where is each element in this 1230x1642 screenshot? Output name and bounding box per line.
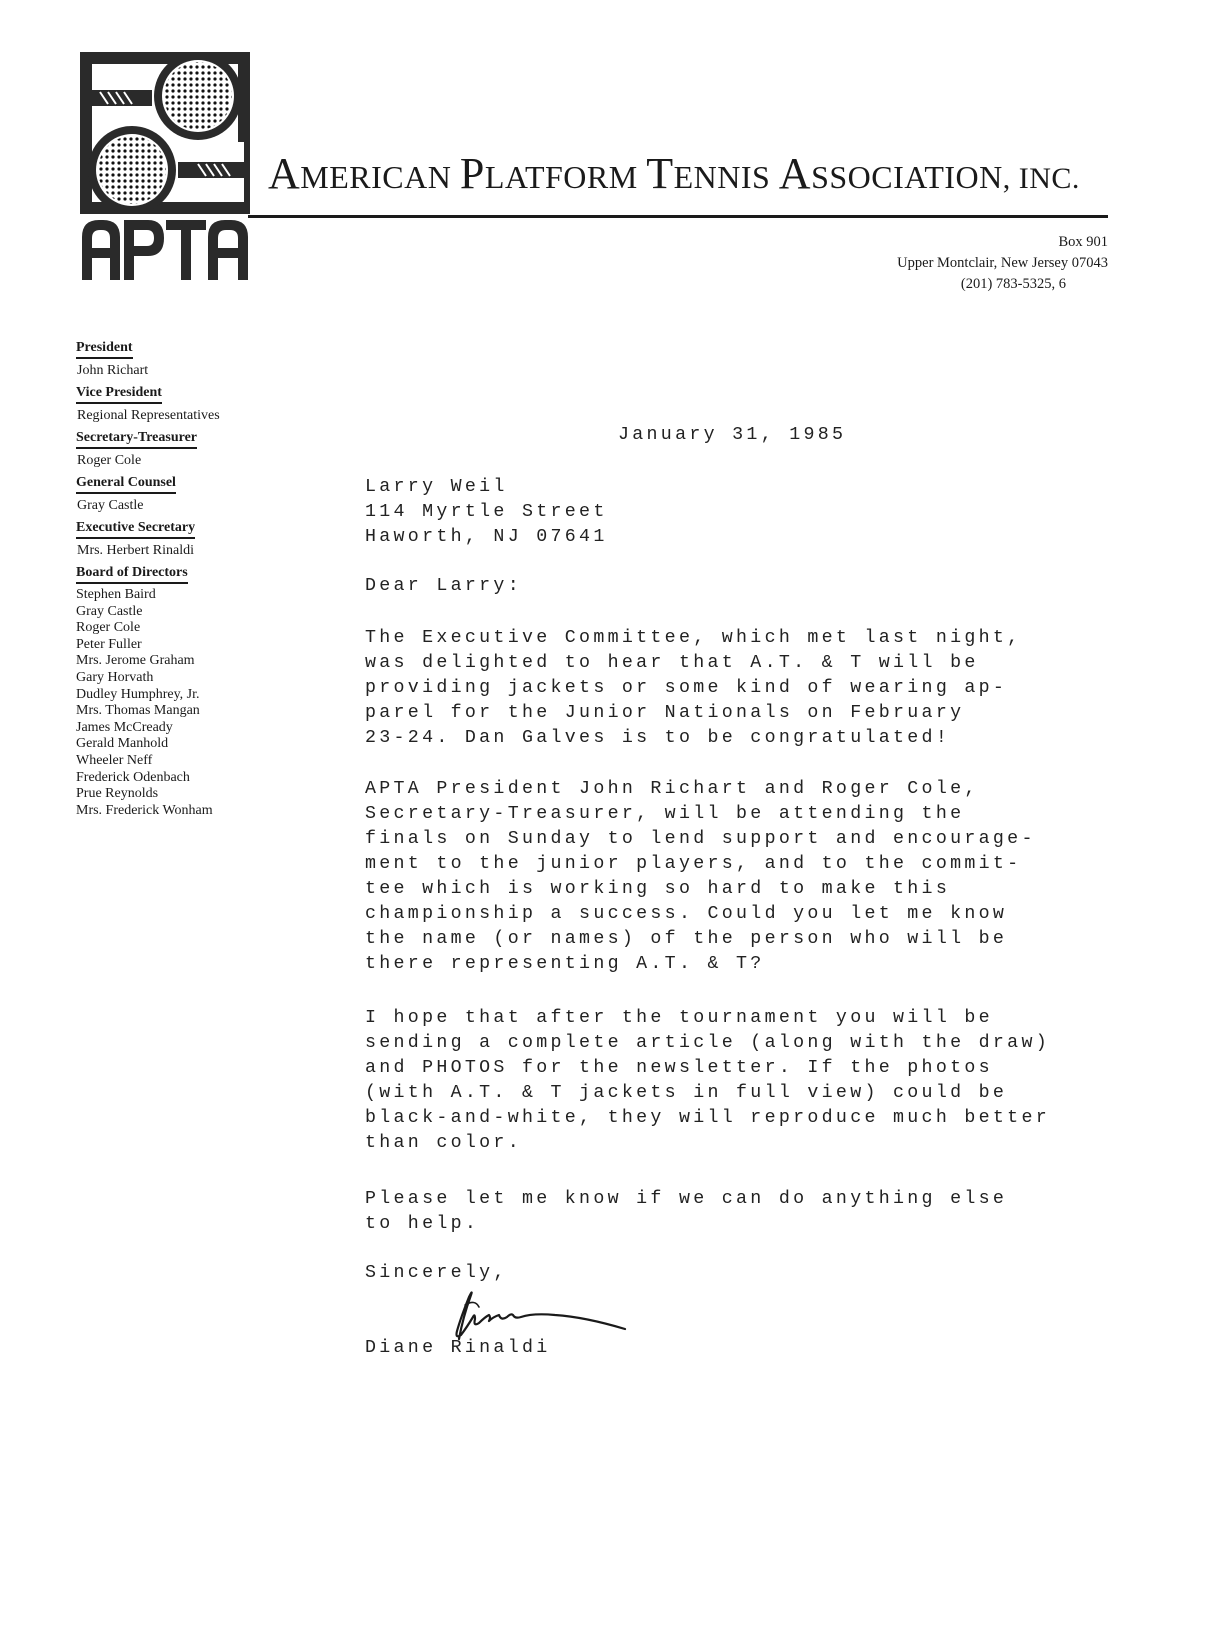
director-name: Mrs. Frederick Wonham (76, 802, 213, 818)
signer-name: Diane Rinaldi (365, 1338, 551, 1358)
officer-title: Executive Secretary (76, 520, 195, 539)
paragraph-line: and PHOTOS for the newsletter. If the photos (365, 1058, 993, 1078)
org-word-4: ASSOCIATION (778, 149, 1003, 198)
paragraph (365, 1006, 1050, 1156)
officer-entry (76, 385, 276, 424)
paragraph-line: championship a success. Could you let me know (365, 904, 1008, 924)
letter-date: January 31, 1985 (618, 425, 847, 445)
officer-entry (76, 520, 276, 559)
officers-sidebar (76, 340, 276, 819)
org-word-1: AMERICAN (268, 149, 460, 198)
letterhead-rule (248, 215, 1108, 218)
directors-list (76, 587, 276, 819)
director-name: Prue Reynolds (76, 786, 159, 802)
paragraph-line: there representing A.T. & T? (365, 954, 765, 974)
paragraph-line: sending a complete article (along with the draw) (365, 1033, 1050, 1053)
paragraph-line: providing jackets or some kind of wearing ap- (365, 678, 1008, 698)
paragraph-line: black-and-white, they will reproduce much better (365, 1108, 1050, 1128)
officer-name: Gray Castle (77, 498, 144, 513)
director-name: Mrs. Thomas Mangan (76, 703, 200, 719)
paragraph (365, 1187, 1007, 1237)
board-of-directors (76, 565, 276, 819)
officer-entry (76, 340, 276, 379)
paragraph-line: 23-24. Dan Galves is to be congratulated! (365, 728, 951, 748)
paragraph-line: to help. (365, 1214, 480, 1234)
paragraph-line: Please let me know if we can do anything else (365, 1189, 1008, 1209)
director-name: Gary Horvath (76, 669, 154, 685)
officer-name: Regional Representatives (77, 408, 220, 423)
letterhead-address (897, 232, 1108, 295)
officer-entry (76, 430, 276, 469)
officer-name: Mrs. Herbert Rinaldi (77, 543, 195, 558)
phone-number: (201) 783-5325, 6 (960, 276, 1066, 292)
recipient-line: Haworth, NJ 07641 (365, 527, 608, 547)
paragraph-line: I hope that after the tournament you will be (365, 1008, 993, 1028)
recipient-line: 114 Myrtle Street (365, 502, 608, 522)
director-name: Gray Castle (76, 603, 143, 619)
director-name: James McCready (76, 719, 173, 735)
paragraph-line: (with A.T. & T jackets in full view) could be (365, 1083, 1008, 1103)
director-name: Wheeler Neff (76, 752, 153, 768)
paragraph-line: APTA President John Richart and Roger Cole, (365, 779, 979, 799)
officer-title: President (76, 340, 133, 359)
address-line: Box 901 (1058, 234, 1108, 250)
recipient-address (365, 475, 608, 550)
officer-title: Vice President (76, 385, 162, 404)
officer-title: General Counsel (76, 475, 176, 494)
paragraph-line: than color. (365, 1133, 522, 1153)
paragraph-line: The Executive Committee, which met last night, (365, 628, 1022, 648)
organization-name (268, 148, 1080, 199)
officer-name: John Richart (77, 363, 149, 378)
paragraph-line: parel for the Junior Nationals on February (365, 703, 965, 723)
paragraph-line: the name (or names) of the person who will be (365, 929, 1008, 949)
director-name: Roger Cole (76, 620, 141, 636)
director-name: Frederick Odenbach (76, 769, 190, 785)
director-name: Dudley Humphrey, Jr. (76, 686, 200, 702)
director-name: Mrs. Jerome Graham (76, 653, 195, 669)
board-title: Board of Directors (76, 565, 188, 584)
paragraph-line: tee which is working so hard to make this (365, 879, 951, 899)
paragraph-line: finals on Sunday to lend support and encourage- (365, 829, 1036, 849)
org-suffix: , INC. (1002, 162, 1080, 195)
paragraph-line: ment to the junior players, and to the commit- (365, 854, 1022, 874)
officer-entry (76, 475, 276, 514)
director-name: Peter Fuller (76, 636, 142, 652)
org-word-2: PLATFORM (459, 149, 647, 198)
recipient-line: Larry Weil (365, 477, 508, 497)
director-name: Gerald Manhold (76, 736, 169, 752)
officer-title: Secretary-Treasurer (76, 430, 197, 449)
officer-name: Roger Cole (77, 453, 142, 468)
paragraph (365, 777, 1036, 977)
apta-logo (80, 52, 250, 282)
director-name: Stephen Baird (76, 587, 156, 602)
paragraph-line: was delighted to hear that A.T. & T will be (365, 653, 979, 673)
org-word-3: TENNIS (646, 149, 779, 198)
paragraph (365, 626, 1021, 751)
salutation: Dear Larry: (365, 576, 522, 596)
address-line: Upper Montclair, New Jersey 07043 (897, 255, 1108, 271)
closing: Sincerely, (365, 1263, 508, 1283)
paragraph-line: Secretary-Treasurer, will be attending the (365, 804, 965, 824)
